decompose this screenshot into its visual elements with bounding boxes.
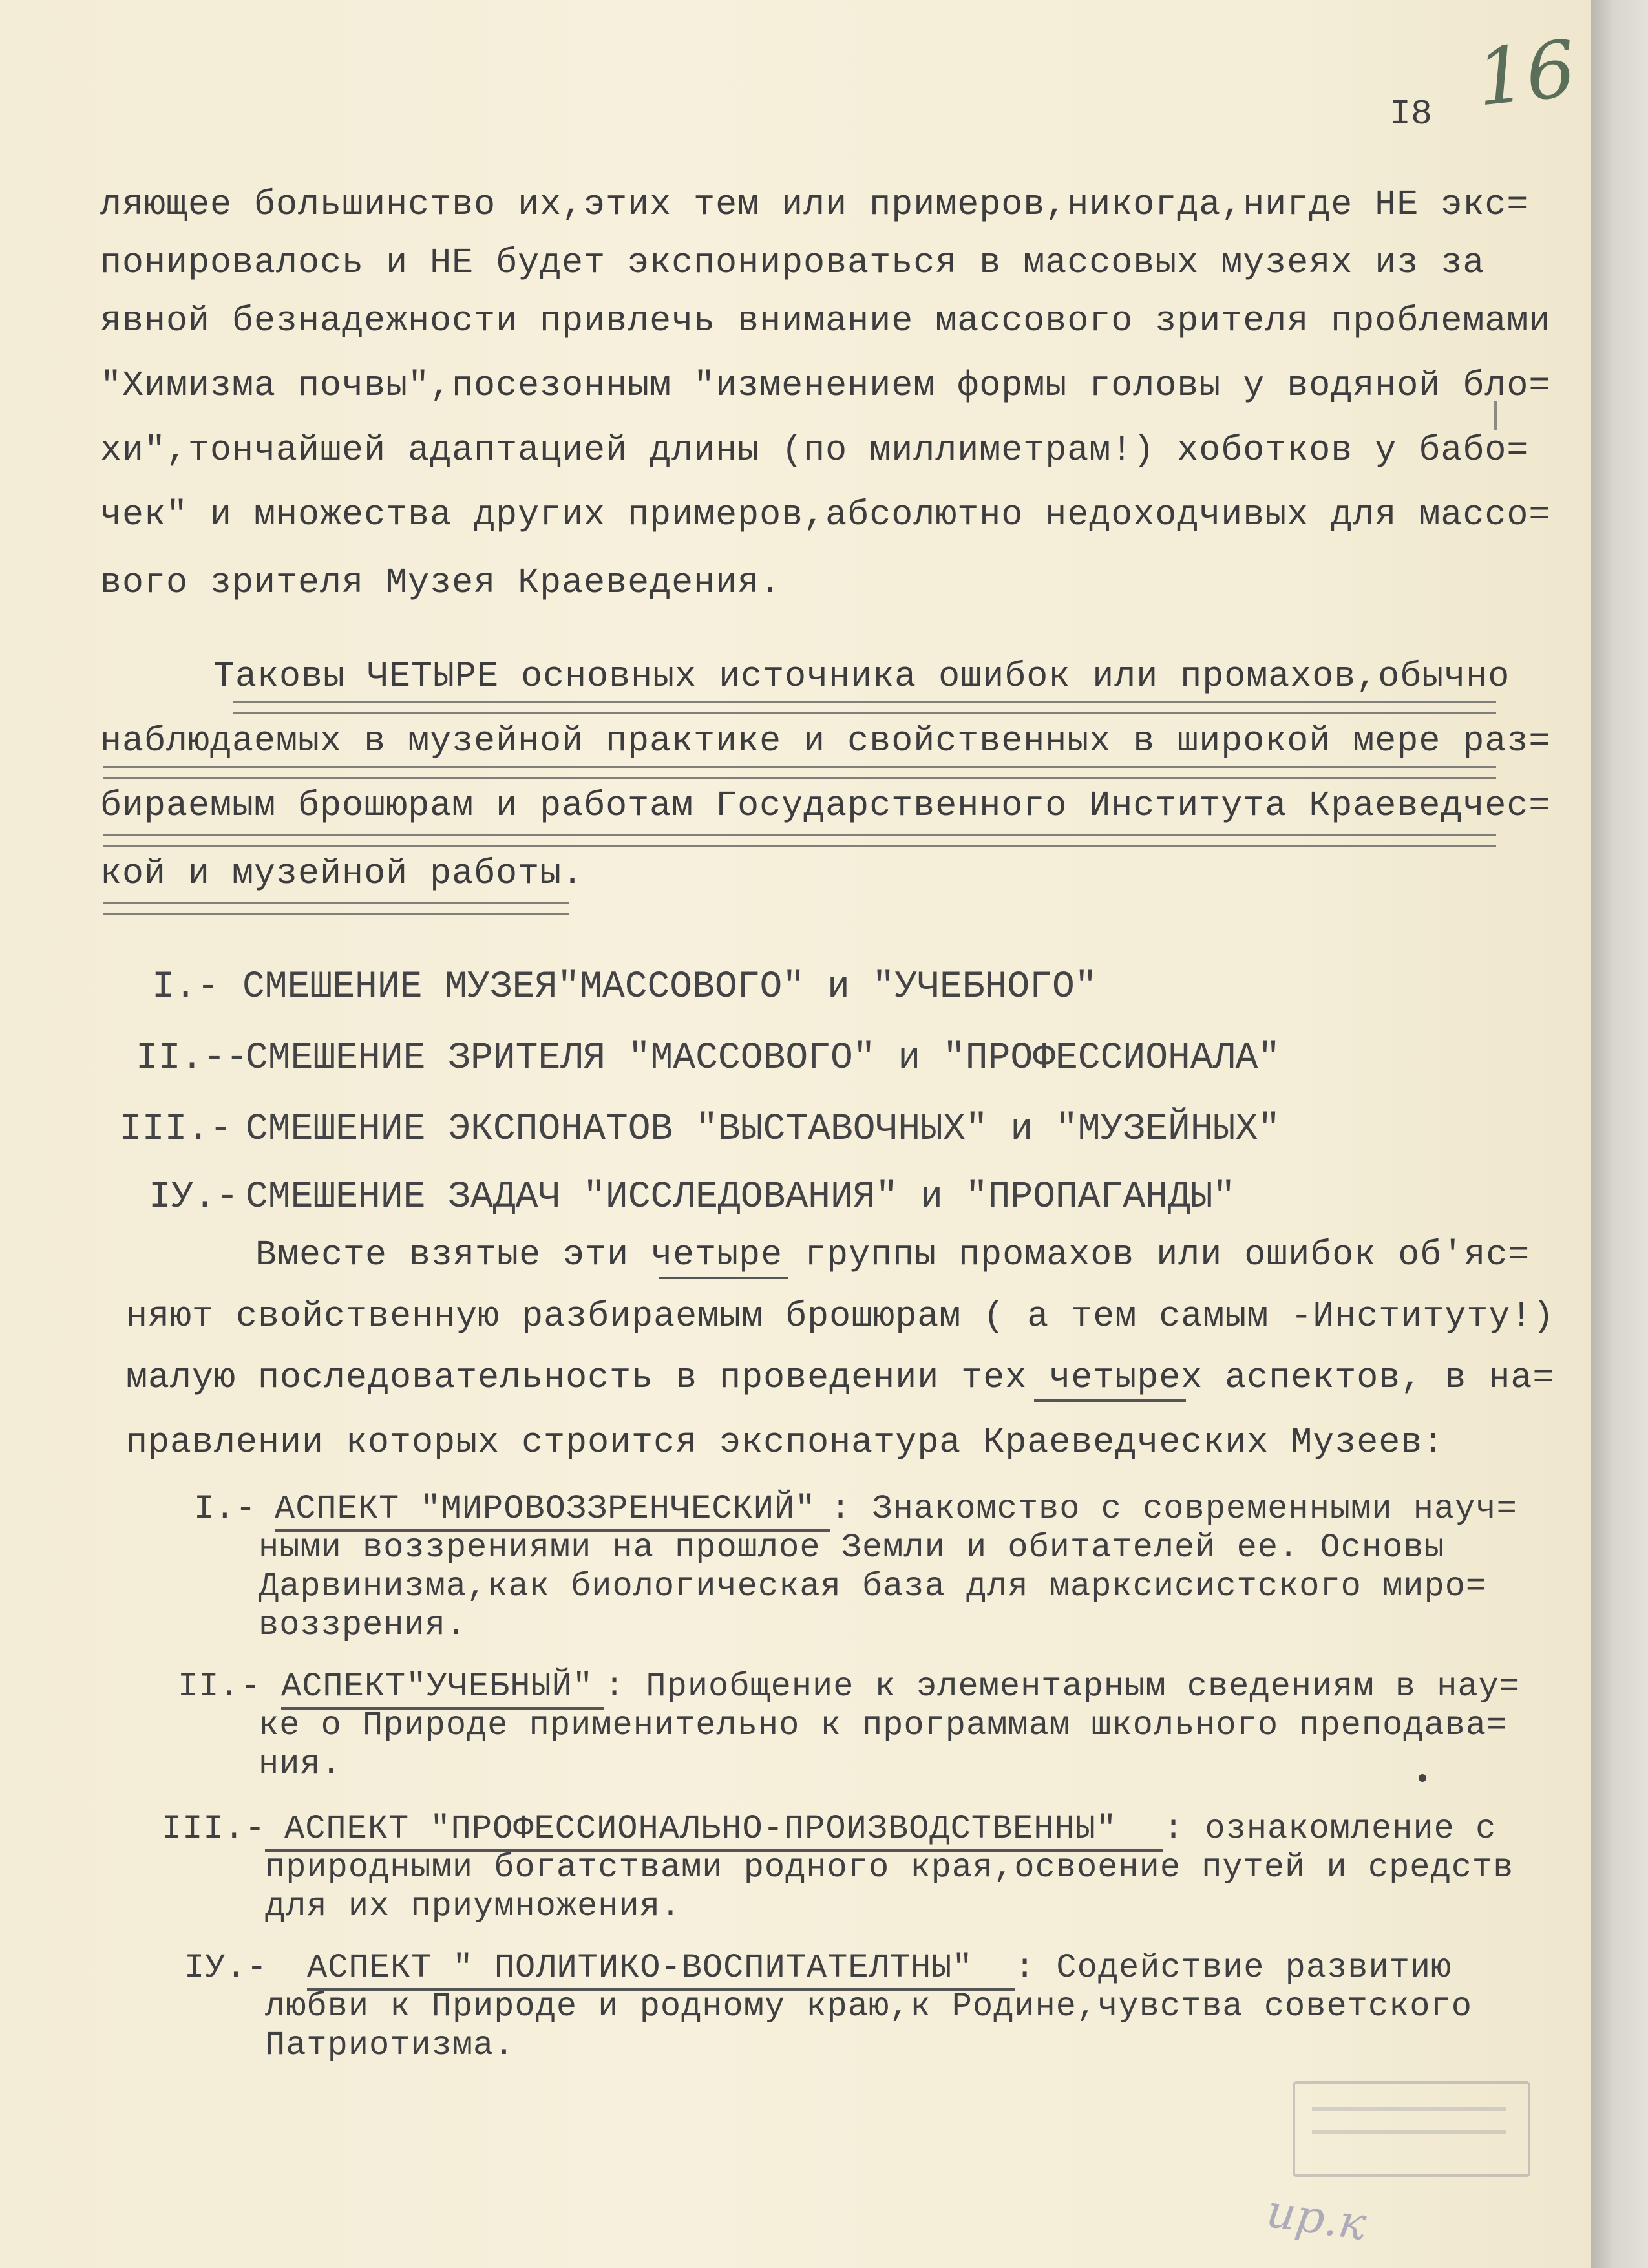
aspect-text: для их приумножения. [265,1887,682,1925]
aspect-text: ния. [259,1745,342,1783]
ink-dot [1419,1774,1426,1782]
aspect-text: : Приобщение к элементарным сведениям в нау= [604,1668,1521,1706]
conclusion-line: малую последовательность в проведении тех четырех аспектов, в на= [126,1357,1555,1398]
stamp-line [1312,2107,1506,2111]
summary-line: Таковы ЧЕТЫРЕ основных источника ошибок или промахов,обычно [213,656,1510,697]
underline [659,1277,788,1279]
aspect-text: воззрения. [259,1606,467,1644]
aspect-text: природными богатствами родного края,освоение путей и средств [265,1849,1514,1887]
aspect-title: АСПЕКТ"УЧЕБНЫЙ" [281,1668,594,1706]
double-underline [103,766,1496,779]
aspect-title: АСПЕКТ "МИРОВОЗЗРЕНЧЕСКИЙ" [275,1490,816,1528]
body-line: чек" и множества других примеров,абсолютно недоходчивых для массо= [100,494,1551,535]
double-underline [103,834,1496,847]
error-numeral: III.- [120,1108,233,1150]
aspect-numeral: I.- [194,1490,257,1528]
folio-number: 16 [1472,24,1580,124]
aspect-numeral: II.- [178,1668,261,1706]
aspect-numeral: IУ.- [184,1949,268,1987]
page-number: I8 [1389,94,1433,134]
summary-line: кой и музейной работы. [100,853,584,894]
aspect-text: любви к Природе и родному краю,к Родине,чувства советского [265,1987,1472,2026]
aspect-text: ными воззрениями на прошлое Земли и обитателей ее. Основы [259,1529,1445,1567]
double-underline [103,902,569,915]
error-numeral: I.- [152,966,220,1008]
error-numeral: IУ.- [149,1176,239,1218]
aspect-text: : Содействие развитию [1015,1949,1452,1987]
summary-line: бираемым брошюрам и работам Государственного Института Краеведчес= [100,785,1551,826]
error-item: СМЕШЕНИЕ ЗАДАЧ "ИССЛЕДОВАНИЯ" и "ПРОПАГАНДЫ" [246,1176,1236,1218]
conclusion-line: няют свойственную разбираемым брошюрам ( а тем самым -Институту!) [126,1296,1555,1337]
error-item: СМЕШЕНИЕ ЗРИТЕЛЯ "МАССОВОГО" и "ПРОФЕССИОНАЛА" [246,1037,1281,1079]
underline [1034,1399,1186,1402]
signature-mark: ир.к [1263,2184,1369,2251]
conclusion-line: Вместе взятые эти четыре группы промахов или ошибок об'яс= [255,1235,1530,1275]
archive-stamp [1293,2081,1530,2177]
aspect-text: Дарвинизма,как биологическая база для марксисистского миро= [259,1567,1487,1606]
body-line: "Химизма почвы",посезонным "изменением формы головы у водяной бло= [100,365,1551,406]
scanner-background [1591,0,1648,2268]
aspect-text: Патриотизма. [265,2026,515,2064]
body-line: понировалось и НЕ будет экспонироваться в массовых музеях из за [100,242,1485,283]
conclusion-line: правлении которых строится экспонатура Краеведческих Музеев: [126,1422,1445,1463]
aspect-title: АСПЕКТ " ПОЛИТИКО-ВОСПИТАТЕЛТНЫ" [307,1949,973,1987]
aspect-text: : Знакомство с современными науч= [830,1490,1517,1528]
body-line: ляющее большинство их,этих тем или примеров,никогда,нигде НЕ экс= [100,184,1529,225]
error-item: СМЕШЕНИЕ ЭКСПОНАТОВ "ВЫСТАВОЧНЫХ" и "МУЗЕЙНЫХ" [246,1108,1281,1150]
body-line: явной безнадежности привлечь внимание массового зрителя проблемами [100,301,1551,341]
stamp-line [1312,2130,1506,2134]
double-underline [233,701,1496,714]
summary-line: наблюдаемых в музейной практике и свойственных в широкой мере раз= [100,721,1551,761]
error-numeral: II.-- [136,1037,249,1079]
aspect-text: ке о Природе применительно к программам школьного преподава= [259,1706,1508,1744]
aspect-numeral: III.- [162,1810,266,1848]
body-line: вого зрителя Музея Краеведения. [100,562,782,603]
aspect-text: : ознакомление с [1163,1810,1497,1848]
error-item: СМЕШЕНИЕ МУЗЕЯ"МАССОВОГО" и "УЧЕБНОГО" [242,966,1097,1008]
body-line: хи",тончайшей адаптацией длины (по миллиметрам!) хоботков у бабо= [100,430,1529,471]
aspect-title: АСПЕКТ "ПРОФЕССИОНАЛЬНО-ПРОИЗВОДСТВЕННЫ" [284,1810,1117,1848]
